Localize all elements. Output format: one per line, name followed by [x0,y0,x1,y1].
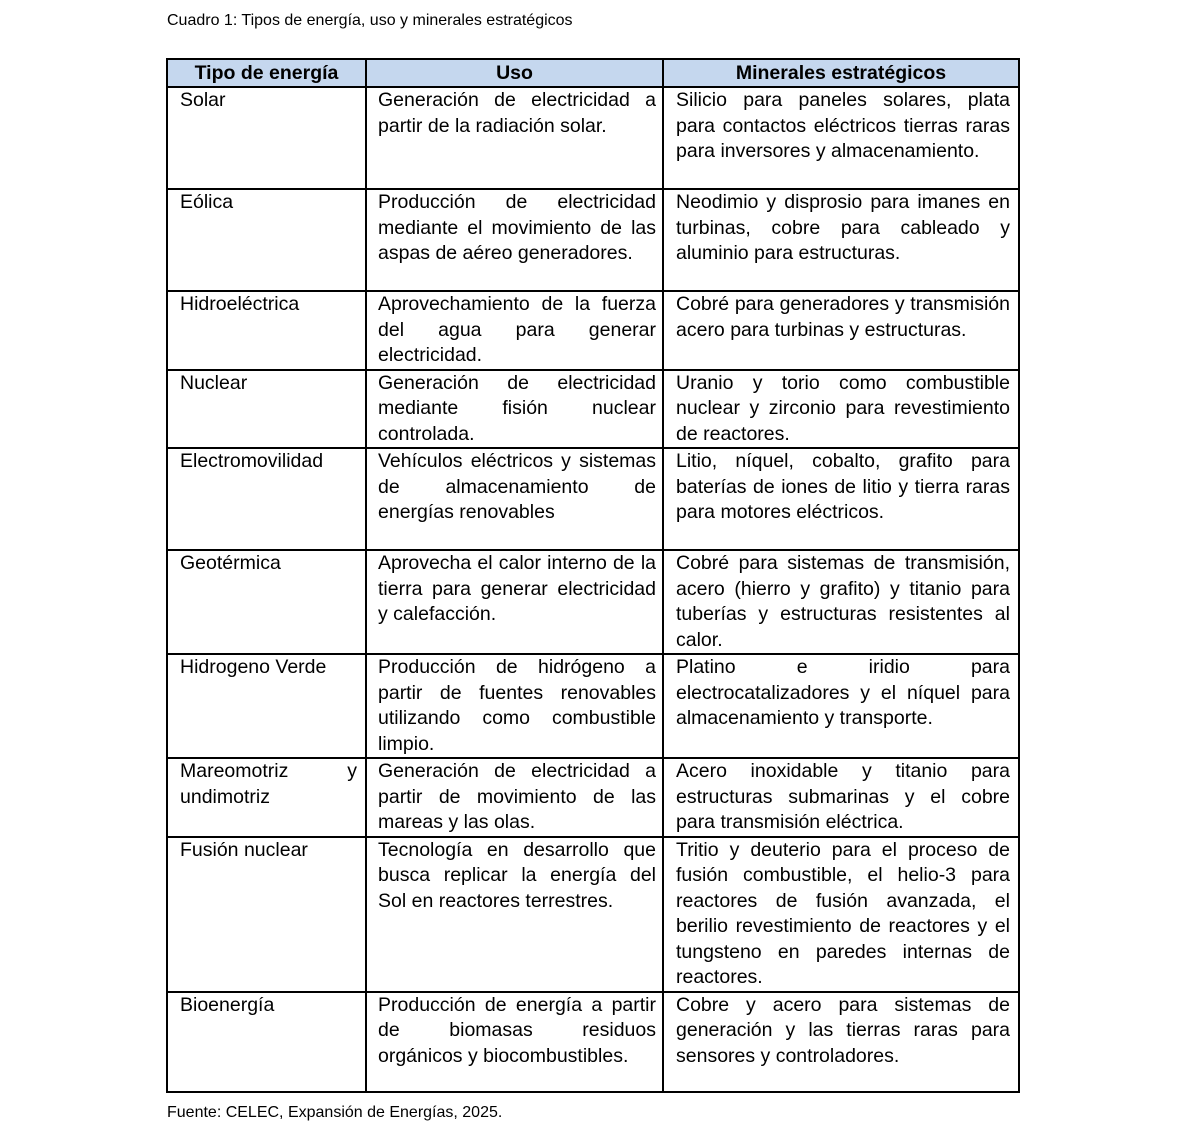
cell-tipo: Hidroeléctrica [167,291,366,370]
table-row [167,189,1019,291]
cell-minerales: Litio, níquel, cobalto, grafito para baterías de iones de litio y tierra raras para motores eléctricos. [663,448,1019,550]
cell-uso: Producción de hidrógeno a partir de fuentes renovables utilizando como combustible limpio. [366,654,663,758]
table-row [167,837,1019,992]
header-uso: Uso [366,59,663,87]
cell-uso: Generación de electricidad a partir de la radiación solar. [366,87,663,189]
table-row [167,87,1019,189]
table-row [167,448,1019,550]
header-tipo-de-energia: Tipo de energía [167,59,366,87]
table-row [167,654,1019,758]
cell-tipo: Solar [167,87,366,189]
cell-tipo: Mareomotriz y undimotriz [167,758,366,837]
cell-uso: Generación de electricidad mediante fisión nuclear controlada. [366,370,663,449]
table-header-row [167,59,1019,87]
cell-minerales: Cobre y acero para sistemas de generación y las tierras raras para sensores y controladores. [663,992,1019,1092]
energy-minerals-table [166,58,1020,1093]
table-row [167,758,1019,837]
cell-minerales: Cobré para sistemas de transmisión, acero (hierro y grafito) y titanio para tuberías y estructuras resistentes al calor. [663,550,1019,654]
table-caption: Cuadro 1: Tipos de energía, uso y minerales estratégicos [167,12,573,29]
cell-minerales: Uranio y torio como combustible nuclear y zirconio para revestimiento de reactores. [663,370,1019,449]
cell-minerales: Acero inoxidable y titanio para estructuras submarinas y el cobre para transmisión eléctrica. [663,758,1019,837]
cell-uso: Aprovecha el calor interno de la tierra para generar electricidad y calefacción. [366,550,663,654]
cell-minerales: Silicio para paneles solares, plata para contactos eléctricos tierras raras para inversores y almacenamiento. [663,87,1019,189]
cell-minerales: Cobré para generadores y transmisión acero para turbinas y estructuras. [663,291,1019,370]
table-row [167,550,1019,654]
cell-tipo: Eólica [167,189,366,291]
cell-tipo: Geotérmica [167,550,366,654]
cell-uso: Producción de electricidad mediante el movimiento de las aspas de aéreo generadores. [366,189,663,291]
table-row [167,370,1019,449]
header-minerales-estrategicos: Minerales estratégicos [663,59,1019,87]
cell-uso: Producción de energía a partir de biomasas residuos orgánicos y biocombustibles. [366,992,663,1092]
cell-minerales: Tritio y deuterio para el proceso de fusión combustible, el helio-3 para reactores de fusión avanzada, el berilio revestimiento de reactores y el tungsteno en paredes internas de reactores. [663,837,1019,992]
cell-uso: Vehículos eléctricos y sistemas de almacenamiento de energías renovables [366,448,663,550]
cell-uso: Tecnología en desarrollo que busca replicar la energía del Sol en reactores terrestres. [366,837,663,992]
cell-uso: Aprovechamiento de la fuerza del agua para generar electricidad. [366,291,663,370]
cell-uso: Generación de electricidad a partir de movimiento de las mareas y las olas. [366,758,663,837]
table-row [167,992,1019,1092]
cell-tipo: Hidrogeno Verde [167,654,366,758]
cell-minerales: Platino e iridio para electrocatalizadores y el níquel para almacenamiento y transporte. [663,654,1019,758]
cell-minerales: Neodimio y disprosio para imanes en turbinas, cobre para cableado y aluminio para estructuras. [663,189,1019,291]
source-note: Fuente: CELEC, Expansión de Energías, 2025. [167,1104,503,1121]
cell-tipo: Fusión nuclear [167,837,366,992]
cell-tipo: Nuclear [167,370,366,449]
cell-tipo: Bioenergía [167,992,366,1092]
cell-tipo: Electromovilidad [167,448,366,550]
table-row [167,291,1019,370]
